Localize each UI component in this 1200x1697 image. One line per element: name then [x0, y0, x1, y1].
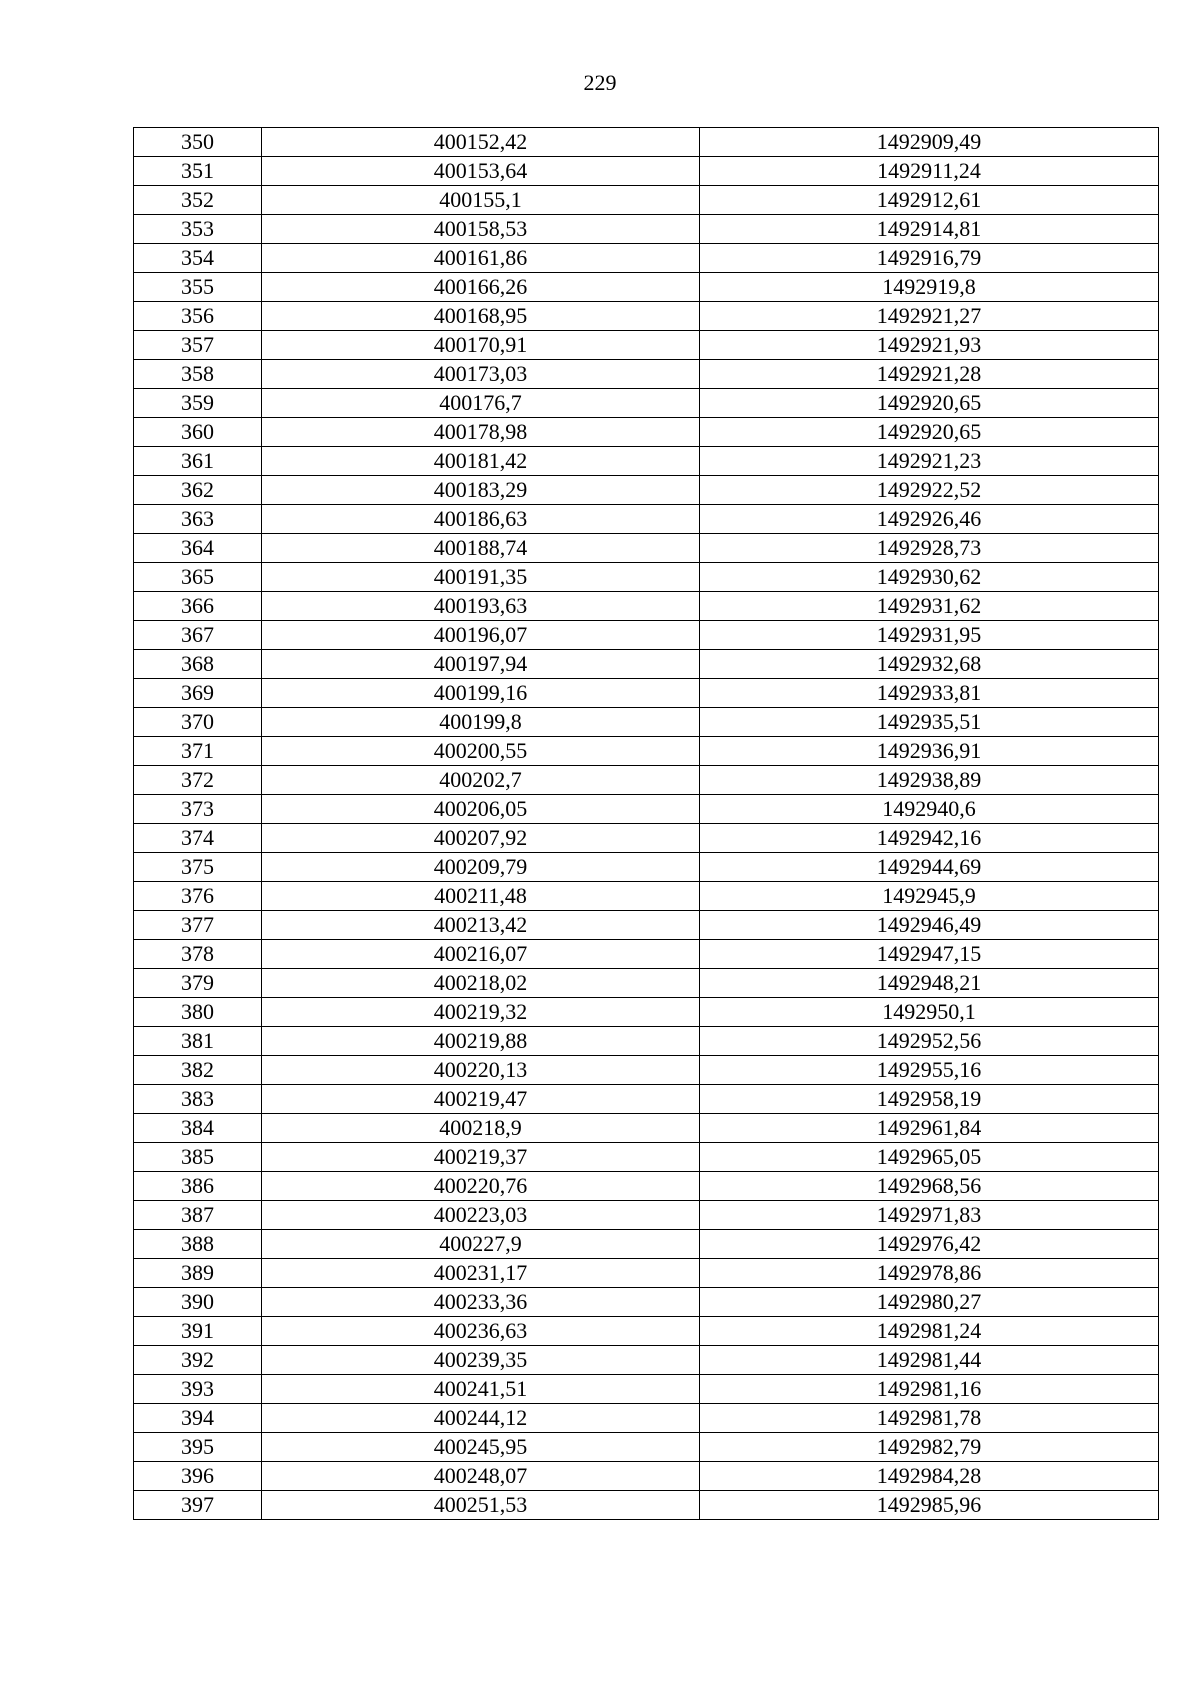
table-row — [134, 911, 1159, 940]
point-number-cell: 350 — [134, 128, 262, 157]
table-row — [134, 1172, 1159, 1201]
table-row — [134, 1288, 1159, 1317]
point-number-cell: 371 — [134, 737, 262, 766]
table-row — [134, 824, 1159, 853]
x-coordinate-cell: 400213,42 — [262, 911, 700, 940]
y-coordinate-cell: 1492914,81 — [700, 215, 1159, 244]
table-row — [134, 273, 1159, 302]
x-coordinate-cell: 400188,74 — [262, 534, 700, 563]
table-row — [134, 737, 1159, 766]
x-coordinate-cell: 400153,64 — [262, 157, 700, 186]
table-row — [134, 766, 1159, 795]
x-coordinate-cell: 400236,63 — [262, 1317, 700, 1346]
y-coordinate-cell: 1492952,56 — [700, 1027, 1159, 1056]
coordinates-table — [133, 127, 1159, 1520]
point-number-cell: 373 — [134, 795, 262, 824]
point-number-cell: 355 — [134, 273, 262, 302]
point-number-cell: 354 — [134, 244, 262, 273]
table-row — [134, 505, 1159, 534]
point-number-cell: 386 — [134, 1172, 262, 1201]
y-coordinate-cell: 1492921,93 — [700, 331, 1159, 360]
y-coordinate-cell: 1492958,19 — [700, 1085, 1159, 1114]
y-coordinate-cell: 1492926,46 — [700, 505, 1159, 534]
x-coordinate-cell: 400219,37 — [262, 1143, 700, 1172]
y-coordinate-cell: 1492978,86 — [700, 1259, 1159, 1288]
x-coordinate-cell: 400155,1 — [262, 186, 700, 215]
y-coordinate-cell: 1492909,49 — [700, 128, 1159, 157]
point-number-cell: 384 — [134, 1114, 262, 1143]
table-row — [134, 1317, 1159, 1346]
table-row — [134, 1433, 1159, 1462]
y-coordinate-cell: 1492950,1 — [700, 998, 1159, 1027]
y-coordinate-cell: 1492968,56 — [700, 1172, 1159, 1201]
table-row — [134, 1114, 1159, 1143]
x-coordinate-cell: 400161,86 — [262, 244, 700, 273]
point-number-cell: 376 — [134, 882, 262, 911]
table-row — [134, 389, 1159, 418]
table-row — [134, 215, 1159, 244]
table-row — [134, 128, 1159, 157]
x-coordinate-cell: 400158,53 — [262, 215, 700, 244]
table-row — [134, 1056, 1159, 1085]
table-row — [134, 1491, 1159, 1520]
x-coordinate-cell: 400197,94 — [262, 650, 700, 679]
x-coordinate-cell: 400202,7 — [262, 766, 700, 795]
y-coordinate-cell: 1492922,52 — [700, 476, 1159, 505]
table-row — [134, 447, 1159, 476]
table-row — [134, 418, 1159, 447]
point-number-cell: 366 — [134, 592, 262, 621]
point-number-cell: 397 — [134, 1491, 262, 1520]
y-coordinate-cell: 1492981,24 — [700, 1317, 1159, 1346]
y-coordinate-cell: 1492944,69 — [700, 853, 1159, 882]
y-coordinate-cell: 1492921,27 — [700, 302, 1159, 331]
table-row — [134, 563, 1159, 592]
x-coordinate-cell: 400223,03 — [262, 1201, 700, 1230]
y-coordinate-cell: 1492932,68 — [700, 650, 1159, 679]
y-coordinate-cell: 1492916,79 — [700, 244, 1159, 273]
table-row — [134, 476, 1159, 505]
point-number-cell: 383 — [134, 1085, 262, 1114]
point-number-cell: 382 — [134, 1056, 262, 1085]
x-coordinate-cell: 400183,29 — [262, 476, 700, 505]
x-coordinate-cell: 400233,36 — [262, 1288, 700, 1317]
y-coordinate-cell: 1492961,84 — [700, 1114, 1159, 1143]
x-coordinate-cell: 400176,7 — [262, 389, 700, 418]
table-row — [134, 302, 1159, 331]
table-row — [134, 708, 1159, 737]
page-number: 229 — [583, 70, 617, 95]
point-number-cell: 367 — [134, 621, 262, 650]
x-coordinate-cell: 400200,55 — [262, 737, 700, 766]
point-number-cell: 374 — [134, 824, 262, 853]
table-row — [134, 795, 1159, 824]
y-coordinate-cell: 1492921,23 — [700, 447, 1159, 476]
point-number-cell: 353 — [134, 215, 262, 244]
x-coordinate-cell: 400196,07 — [262, 621, 700, 650]
table-row — [134, 621, 1159, 650]
y-coordinate-cell: 1492948,21 — [700, 969, 1159, 998]
x-coordinate-cell: 400152,42 — [262, 128, 700, 157]
x-coordinate-cell: 400251,53 — [262, 1491, 700, 1520]
point-number-cell: 375 — [134, 853, 262, 882]
table-row — [134, 679, 1159, 708]
y-coordinate-cell: 1492936,91 — [700, 737, 1159, 766]
y-coordinate-cell: 1492981,78 — [700, 1404, 1159, 1433]
table-row — [134, 186, 1159, 215]
y-coordinate-cell: 1492945,9 — [700, 882, 1159, 911]
y-coordinate-cell: 1492947,15 — [700, 940, 1159, 969]
x-coordinate-cell: 400181,42 — [262, 447, 700, 476]
point-number-cell: 389 — [134, 1259, 262, 1288]
point-number-cell: 362 — [134, 476, 262, 505]
x-coordinate-cell: 400220,76 — [262, 1172, 700, 1201]
table-row — [134, 969, 1159, 998]
table-row — [134, 534, 1159, 563]
point-number-cell: 357 — [134, 331, 262, 360]
table-row — [134, 650, 1159, 679]
point-number-cell: 378 — [134, 940, 262, 969]
x-coordinate-cell: 400245,95 — [262, 1433, 700, 1462]
point-number-cell: 385 — [134, 1143, 262, 1172]
table-row — [134, 244, 1159, 273]
y-coordinate-cell: 1492940,6 — [700, 795, 1159, 824]
y-coordinate-cell: 1492976,42 — [700, 1230, 1159, 1259]
y-coordinate-cell: 1492982,79 — [700, 1433, 1159, 1462]
point-number-cell: 372 — [134, 766, 262, 795]
table-row — [134, 331, 1159, 360]
x-coordinate-cell: 400219,47 — [262, 1085, 700, 1114]
x-coordinate-cell: 400170,91 — [262, 331, 700, 360]
x-coordinate-cell: 400219,88 — [262, 1027, 700, 1056]
y-coordinate-cell: 1492942,16 — [700, 824, 1159, 853]
point-number-cell: 351 — [134, 157, 262, 186]
y-coordinate-cell: 1492980,27 — [700, 1288, 1159, 1317]
table-row — [134, 853, 1159, 882]
table-row — [134, 1346, 1159, 1375]
point-number-cell: 392 — [134, 1346, 262, 1375]
point-number-cell: 377 — [134, 911, 262, 940]
point-number-cell: 360 — [134, 418, 262, 447]
x-coordinate-cell: 400216,07 — [262, 940, 700, 969]
x-coordinate-cell: 400211,48 — [262, 882, 700, 911]
table-row — [134, 360, 1159, 389]
coordinates-table-body — [134, 128, 1159, 1520]
point-number-cell: 356 — [134, 302, 262, 331]
table-row — [134, 1201, 1159, 1230]
y-coordinate-cell: 1492981,44 — [700, 1346, 1159, 1375]
y-coordinate-cell: 1492920,65 — [700, 418, 1159, 447]
y-coordinate-cell: 1492955,16 — [700, 1056, 1159, 1085]
y-coordinate-cell: 1492935,51 — [700, 708, 1159, 737]
point-number-cell: 352 — [134, 186, 262, 215]
x-coordinate-cell: 400209,79 — [262, 853, 700, 882]
y-coordinate-cell: 1492985,96 — [700, 1491, 1159, 1520]
y-coordinate-cell: 1492931,62 — [700, 592, 1159, 621]
x-coordinate-cell: 400168,95 — [262, 302, 700, 331]
point-number-cell: 391 — [134, 1317, 262, 1346]
x-coordinate-cell: 400227,9 — [262, 1230, 700, 1259]
table-row — [134, 882, 1159, 911]
x-coordinate-cell: 400186,63 — [262, 505, 700, 534]
point-number-cell: 388 — [134, 1230, 262, 1259]
point-number-cell: 370 — [134, 708, 262, 737]
y-coordinate-cell: 1492919,8 — [700, 273, 1159, 302]
y-coordinate-cell: 1492946,49 — [700, 911, 1159, 940]
table-row — [134, 1230, 1159, 1259]
point-number-cell: 380 — [134, 998, 262, 1027]
point-number-cell: 396 — [134, 1462, 262, 1491]
x-coordinate-cell: 400173,03 — [262, 360, 700, 389]
y-coordinate-cell: 1492938,89 — [700, 766, 1159, 795]
table-row — [134, 1085, 1159, 1114]
x-coordinate-cell: 400231,17 — [262, 1259, 700, 1288]
table-row — [134, 1259, 1159, 1288]
x-coordinate-cell: 400239,35 — [262, 1346, 700, 1375]
x-coordinate-cell: 400241,51 — [262, 1375, 700, 1404]
x-coordinate-cell: 400199,8 — [262, 708, 700, 737]
x-coordinate-cell: 400206,05 — [262, 795, 700, 824]
x-coordinate-cell: 400218,9 — [262, 1114, 700, 1143]
y-coordinate-cell: 1492984,28 — [700, 1462, 1159, 1491]
x-coordinate-cell: 400191,35 — [262, 563, 700, 592]
x-coordinate-cell: 400178,98 — [262, 418, 700, 447]
table-row — [134, 1143, 1159, 1172]
table-row — [134, 1027, 1159, 1056]
x-coordinate-cell: 400248,07 — [262, 1462, 700, 1491]
y-coordinate-cell: 1492971,83 — [700, 1201, 1159, 1230]
y-coordinate-cell: 1492931,95 — [700, 621, 1159, 650]
point-number-cell: 395 — [134, 1433, 262, 1462]
x-coordinate-cell: 400166,26 — [262, 273, 700, 302]
point-number-cell: 363 — [134, 505, 262, 534]
table-row — [134, 1462, 1159, 1491]
y-coordinate-cell: 1492921,28 — [700, 360, 1159, 389]
y-coordinate-cell: 1492920,65 — [700, 389, 1159, 418]
x-coordinate-cell: 400207,92 — [262, 824, 700, 853]
point-number-cell: 393 — [134, 1375, 262, 1404]
point-number-cell: 381 — [134, 1027, 262, 1056]
x-coordinate-cell: 400218,02 — [262, 969, 700, 998]
table-row — [134, 940, 1159, 969]
y-coordinate-cell: 1492928,73 — [700, 534, 1159, 563]
table-row — [134, 1404, 1159, 1433]
table-row — [134, 998, 1159, 1027]
x-coordinate-cell: 400219,32 — [262, 998, 700, 1027]
point-number-cell: 369 — [134, 679, 262, 708]
point-number-cell: 361 — [134, 447, 262, 476]
table-row — [134, 592, 1159, 621]
point-number-cell: 387 — [134, 1201, 262, 1230]
point-number-cell: 359 — [134, 389, 262, 418]
table-row — [134, 1375, 1159, 1404]
y-coordinate-cell: 1492930,62 — [700, 563, 1159, 592]
y-coordinate-cell: 1492912,61 — [700, 186, 1159, 215]
y-coordinate-cell: 1492911,24 — [700, 157, 1159, 186]
point-number-cell: 390 — [134, 1288, 262, 1317]
y-coordinate-cell: 1492965,05 — [700, 1143, 1159, 1172]
x-coordinate-cell: 400193,63 — [262, 592, 700, 621]
point-number-cell: 368 — [134, 650, 262, 679]
x-coordinate-cell: 400244,12 — [262, 1404, 700, 1433]
point-number-cell: 379 — [134, 969, 262, 998]
y-coordinate-cell: 1492981,16 — [700, 1375, 1159, 1404]
point-number-cell: 358 — [134, 360, 262, 389]
x-coordinate-cell: 400220,13 — [262, 1056, 700, 1085]
point-number-cell: 365 — [134, 563, 262, 592]
point-number-cell: 364 — [134, 534, 262, 563]
x-coordinate-cell: 400199,16 — [262, 679, 700, 708]
point-number-cell: 394 — [134, 1404, 262, 1433]
y-coordinate-cell: 1492933,81 — [700, 679, 1159, 708]
table-row — [134, 157, 1159, 186]
